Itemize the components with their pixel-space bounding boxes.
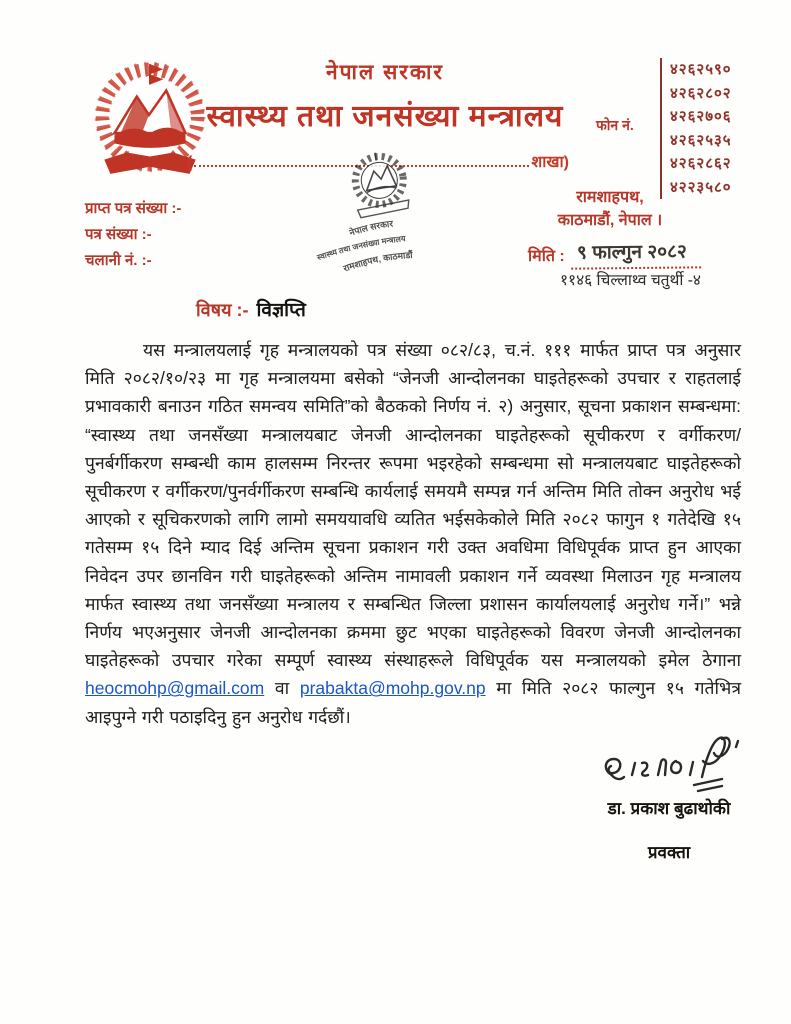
dispatch-no-label: चलानी नं. :- bbox=[85, 252, 152, 269]
stamp-text-government: नेपाल सरकार bbox=[348, 218, 394, 238]
ministry-name: स्वास्थ्य तथा जनसंख्या मन्त्रालय bbox=[206, 100, 564, 133]
date-row bbox=[528, 238, 701, 269]
phone-number: ४२६२५९० bbox=[670, 61, 732, 78]
stamp-text-address: रामशाहपथ, काठमाडौं bbox=[341, 249, 413, 274]
ministry-stamp-icon bbox=[296, 144, 472, 282]
email-link-heocmohp[interactable]: heocmohp@gmail.com bbox=[85, 678, 265, 699]
phone-number: ४२६२८०२ bbox=[670, 84, 732, 102]
address-street: रामशाहपथ, bbox=[576, 189, 644, 206]
phone-number: ४२६२७०६ bbox=[670, 108, 732, 125]
reference-numbers bbox=[85, 196, 181, 274]
phone-number: ४२६२८६२ bbox=[670, 155, 732, 172]
signature-scribble-icon bbox=[598, 733, 748, 799]
phone-number: ४२६२५३५ bbox=[670, 131, 732, 149]
date-value-handwritten: ९ फाल्गुन २०८२ bbox=[571, 237, 701, 269]
stamp-text-ministry: स्वास्थ्य तथा जनसंख्या मन्त्रालय bbox=[315, 234, 406, 263]
phone-number: ४२२३५८० bbox=[670, 178, 732, 196]
branch-label: शाखा) bbox=[531, 154, 569, 171]
svg-text:नेपाल सरकार bbox=[346, 218, 394, 238]
signatory-title: प्रवक्ता bbox=[647, 843, 691, 862]
government-name: नेपाल सरकार bbox=[325, 61, 445, 84]
address-city: काठमाडौं, नेपाल । bbox=[557, 212, 663, 229]
letterhead-header bbox=[185, 58, 585, 135]
letter-no-label: पत्र संख्या :- bbox=[85, 226, 152, 243]
body-text-part3: मा मिति २०८२ फाल्गुन १५ गतेभित्र आइपुग्ने गरी पठाइदिनु हुन अनुरोध गर्दछौं। bbox=[85, 678, 741, 727]
subject-line bbox=[196, 296, 306, 322]
branch-open-paren: ( bbox=[187, 154, 193, 171]
body-text-part2: वा bbox=[264, 678, 300, 699]
subject-value: विज्ञप्ति bbox=[256, 300, 306, 321]
signatory-name: डा. प्रकाश बुढाथोकी bbox=[607, 799, 731, 818]
date-label: मिति : bbox=[528, 248, 565, 265]
received-letter-no-label: प्राप्त पत्र संख्या :- bbox=[85, 200, 182, 217]
phone-label: फोन नं. bbox=[596, 117, 634, 133]
nepal-sambat-date: ११४६ चिल्लाथ्व चतुर्थी -४ bbox=[560, 272, 701, 289]
office-address bbox=[510, 186, 710, 232]
phone-number-list bbox=[660, 58, 732, 199]
body-text-part1: यस मन्त्रालयलाई गृह मन्त्रालयको पत्र संख्या ०८२/८३, च.नं. १११ मार्फत प्राप्त पत्र अनुसार मिति २०८२/१०/२३ मा गृह मन्त्रालयमा बसेको “जेनजी आन्दोलनका घाइतेहरूको उपचार र राहतलाई प्रभावकारी बनाउन गठित समन्वय समिति”को बैठकको निर्णय नं. २) अनुसार, सूचना प्रकाशन सम्बन्धमा: “स्वास्थ्य तथा जनसँख्या मन्त्रालयबाट जेनजी आन्दोलनका घाइतेहरूको सूचीकरण र वर्गीकरण/पुनर्बर्गीकरण सम्बन्धी काम हालसम्म निरन्तर रूपमा भइरहेको सम्बन्धमा सो मन्त्रालयबाट घाइतेहरूको सूचीकरण र वर्गीकरण/पुनर्वर्गीकरण सम्बन्धि कार्यलाई समयमै सम्पन्न गर्न अन्तिम मिति तोक्न अनुरोध भई आएको र सूचिकरणको लागि लामो समययावधि व्यतित भईसकेकोले मिति २०८२ फागुन १ गतेदेखि १५ गतेसम्म १५ दिने म्याद दिई अन्तिम सूचना प्रकाशन गरी उक्त अवधिमा विधिपूर्वक प्राप्त हुन आएका निवेदन उपर छानविन गरी घाइतेहरूको अन्तिम नामावली प्रकाशन गर्ने व्यवस्था मिलाउन गृह मन्त्रालय मार्फत स्वास्थ्य तथा जनसँख्या मन्त्रालय र सम्बन्धित जिल्ला प्रशासन कार्यालयलाई अनुरोध गर्ने।” भन्ने निर्णय भएअनुसार जेनजी आन्दोलनका क्रममा छुट भएका घाइतेहरूको विवरण जेनजी आन्दोलनका घाइतेहरूको उपचार गरेका सम्पूर्ण स्वास्थ्य संस्थाहरूले विधिपूर्वक यस मन्त्रालयको इमेल ठेगाना bbox=[85, 340, 741, 671]
subject-label: विषय :- bbox=[196, 300, 249, 320]
email-link-prabakta[interactable]: prabakta@mohp.gov.np bbox=[299, 678, 486, 699]
body-paragraph bbox=[85, 336, 741, 731]
